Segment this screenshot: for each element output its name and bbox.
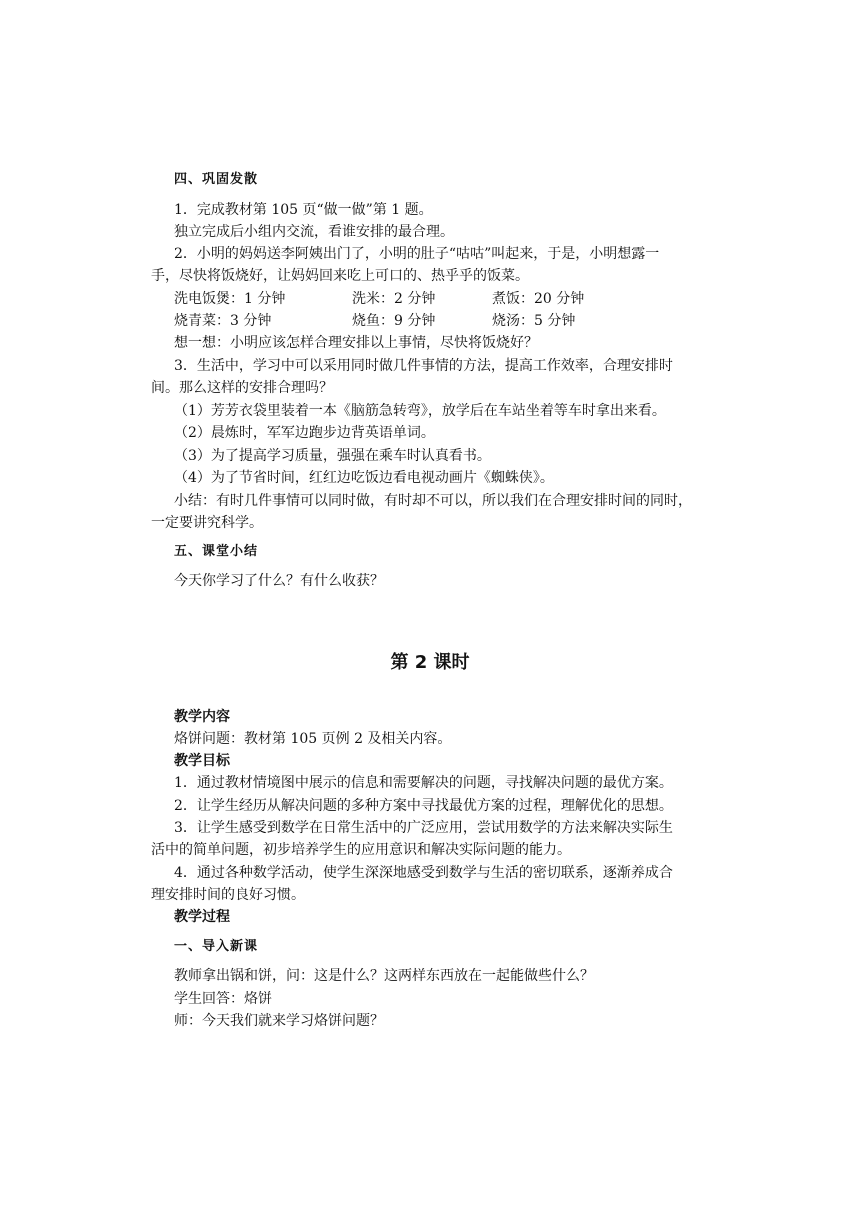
case-3: （3）为了提高学习质量，强强在乘车时认真看书。 xyxy=(174,448,491,464)
task-make-soup: 烧汤：5 分钟 xyxy=(492,313,576,329)
intro-line-2: 学生回答：烙饼 xyxy=(174,991,272,1007)
case-1: （1）芳芳衣袋里装着一本《脑筋急转弯》，放学后在车站坐着等车时拿出来看。 xyxy=(174,403,666,419)
goal-1: 1．通过教材情境图中展示的信息和需要解决的问题，寻找解决问题的最优方案。 xyxy=(174,775,673,791)
exercise-item-2-line2: 手，尽快将饭烧好，让妈妈回来吃上可口的、热乎乎的饭菜。 xyxy=(151,268,529,284)
teaching-process-heading: 教学过程 xyxy=(174,909,230,925)
goal-4-line1: 4．通过各种数学活动，使学生深深地感受到数学与生活的密切联系，逐渐养成合 xyxy=(174,865,673,881)
task-cook-rice: 煮饭：20 分钟 xyxy=(492,291,585,307)
goal-4-line2: 理安排时间的良好习惯。 xyxy=(151,887,305,903)
exercise-item-1: 1．完成教材第 105 页“做一做”第 1 题。 xyxy=(174,202,433,218)
exercise-item-1-note: 独立完成后小组内交流，看谁安排的最合理。 xyxy=(174,224,454,240)
task-wash-rice: 洗米：2 分钟 xyxy=(352,291,436,307)
task-cook-greens: 烧青菜：3 分钟 xyxy=(174,313,272,329)
section-heading-consolidate: 四、巩固发散 xyxy=(174,172,259,187)
exercise-item-3-line1: 3．生活中，学习中可以采用同时做几件事情的方法，提高工作效率，合理安排时 xyxy=(174,358,673,374)
task-cook-fish: 烧鱼：9 分钟 xyxy=(352,313,436,329)
intro-line-1: 教师拿出锅和饼，问：这是什么？这两样东西放在一起能做些什么？ xyxy=(174,968,594,984)
think-question: 想一想：小明应该怎样合理安排以上事情，尽快将饭烧好？ xyxy=(174,335,538,351)
section-heading-class-summary: 五、课堂小结 xyxy=(174,544,259,559)
case-2: （2）晨炼时，军军边跑步边背英语单词。 xyxy=(174,425,435,441)
summary-line2: 一定要讲究科学。 xyxy=(151,515,263,531)
case-4: （4）为了节省时间，红红边吃饭边看电视动画片《蜘蛛侠》。 xyxy=(174,470,554,486)
goal-3-line1: 3．让学生感受到数学在日常生活中的广泛应用，尝试用数学的方法来解决实际生 xyxy=(174,820,673,836)
class-summary-text: 今天你学习了什么？有什么收获？ xyxy=(174,573,384,589)
section-heading-intro: 一、导入新课 xyxy=(174,939,259,954)
task-wash-cooker: 洗电饭煲：1 分钟 xyxy=(174,291,286,307)
goal-3-line2: 活中的简单问题，初步培养学生的应用意识和解决实际问题的能力。 xyxy=(151,842,571,858)
intro-line-3: 师：今天我们就来学习烙饼问题？ xyxy=(174,1013,384,1029)
teaching-content-text: 烙饼问题：教材第 105 页例 2 及相关内容。 xyxy=(174,731,452,747)
summary-line1: 小结：有时几件事情可以同时做，有时却不可以，所以我们在合理安排时间的同时， xyxy=(174,493,692,509)
goal-2: 2．让学生经历从解决问题的多种方案中寻找最优方案的过程，理解优化的思想。 xyxy=(174,798,673,814)
exercise-item-2-line1: 2．小明的妈妈送李阿姨出门了，小明的肚子“咕咕”叫起来，于是，小明想露一 xyxy=(174,246,660,262)
teaching-goals-heading: 教学目标 xyxy=(174,753,230,769)
teaching-content-heading: 教学内容 xyxy=(174,709,230,725)
lesson-title: 第 2 课时 xyxy=(390,652,470,673)
exercise-item-3-line2: 间。那么这样的安排合理吗？ xyxy=(151,380,333,396)
